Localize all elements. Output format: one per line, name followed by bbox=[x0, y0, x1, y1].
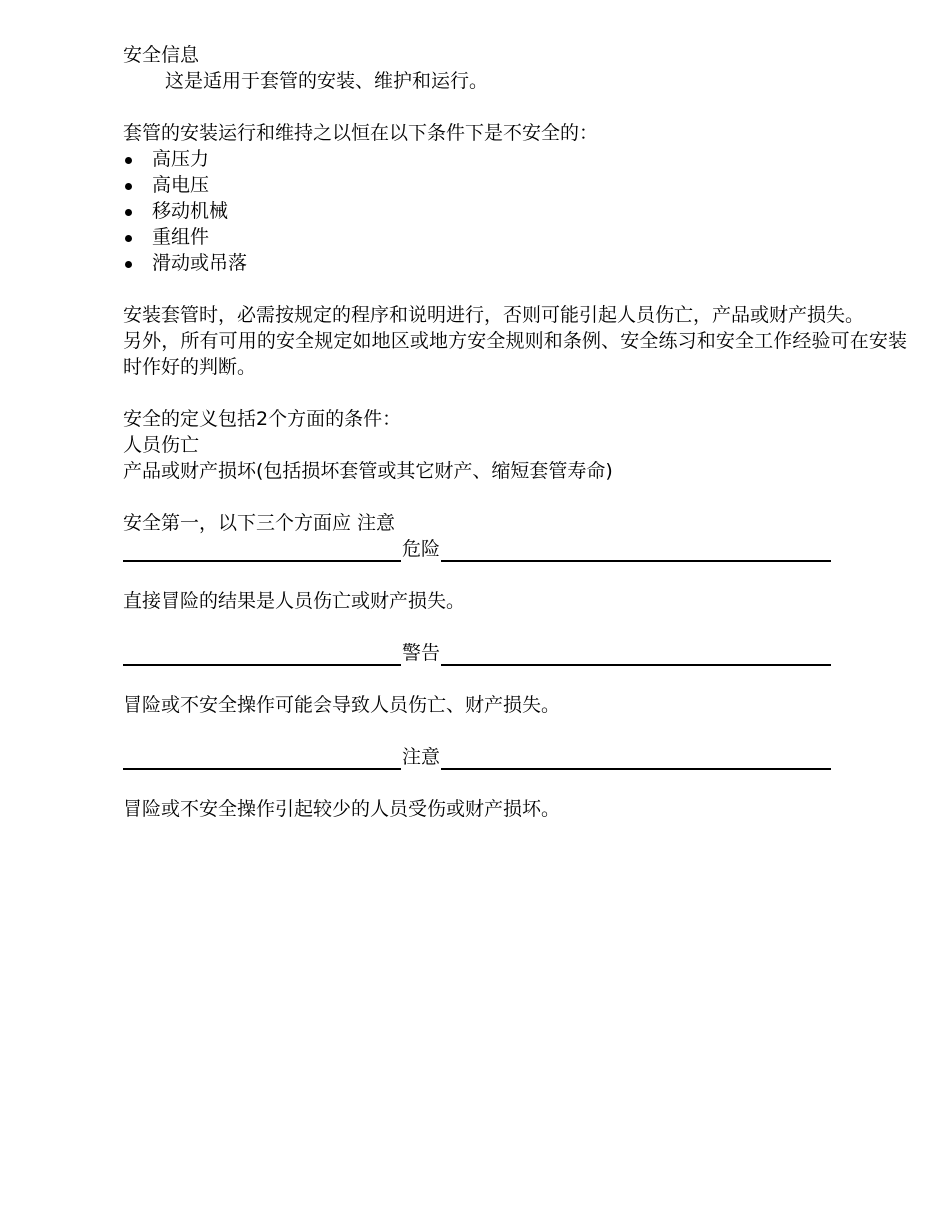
install-paragraph-1: 安装套管时，必需按规定的程序和说明进行，否则可能引起人员伤亡，产品或财产损失。 bbox=[123, 304, 865, 326]
list-item: 重组件 bbox=[123, 224, 913, 250]
priority-line: 安全第一，以下三个方面应 注意 bbox=[123, 512, 396, 534]
danger-heading bbox=[123, 536, 831, 562]
conditions-list bbox=[123, 146, 913, 276]
definition-item: 产品或财产损坏(包括损坏套管或其它财产、缩短套管寿命) bbox=[123, 460, 613, 482]
caution-description: 冒险或不安全操作引起较少的人员受伤或财产损坏。 bbox=[123, 798, 561, 820]
safety-document bbox=[123, 42, 913, 822]
bullet-icon bbox=[125, 183, 132, 190]
danger-description: 直接冒险的结果是人员伤亡或财产损失。 bbox=[123, 590, 466, 612]
warning-label: 警告 bbox=[402, 642, 441, 664]
conditions-heading: 套管的安装运行和维持之以恒在以下条件下是不安全的： bbox=[123, 122, 599, 144]
definition-item: 人员伤亡 bbox=[123, 434, 200, 456]
warning-heading bbox=[123, 640, 831, 666]
bullet-icon bbox=[125, 209, 132, 216]
install-paragraph-2: 另外，所有可用的安全规定如地区或地方安全规则和条例、安全练习和安全工作经验可在安装时作好的判断。 bbox=[123, 330, 907, 378]
caution-heading bbox=[123, 744, 831, 770]
list-item: 移动机械 bbox=[123, 198, 913, 224]
caution-label: 注意 bbox=[402, 746, 441, 768]
intro-text: 这是适用于套管的安装、维护和运行。 bbox=[165, 70, 489, 92]
list-item: 滑动或吊落 bbox=[123, 250, 913, 276]
warning-description: 冒险或不安全操作可能会导致人员伤亡、财产损失。 bbox=[123, 694, 561, 716]
bullet-icon bbox=[125, 261, 132, 268]
list-item: 高电压 bbox=[123, 172, 913, 198]
definition-heading: 安全的定义包括2个方面的条件： bbox=[123, 408, 402, 430]
bullet-icon bbox=[125, 157, 132, 164]
section-title: 安全信息 bbox=[123, 44, 200, 66]
danger-label: 危险 bbox=[402, 538, 441, 560]
bullet-icon bbox=[125, 235, 132, 242]
list-item: 高压力 bbox=[123, 146, 913, 172]
